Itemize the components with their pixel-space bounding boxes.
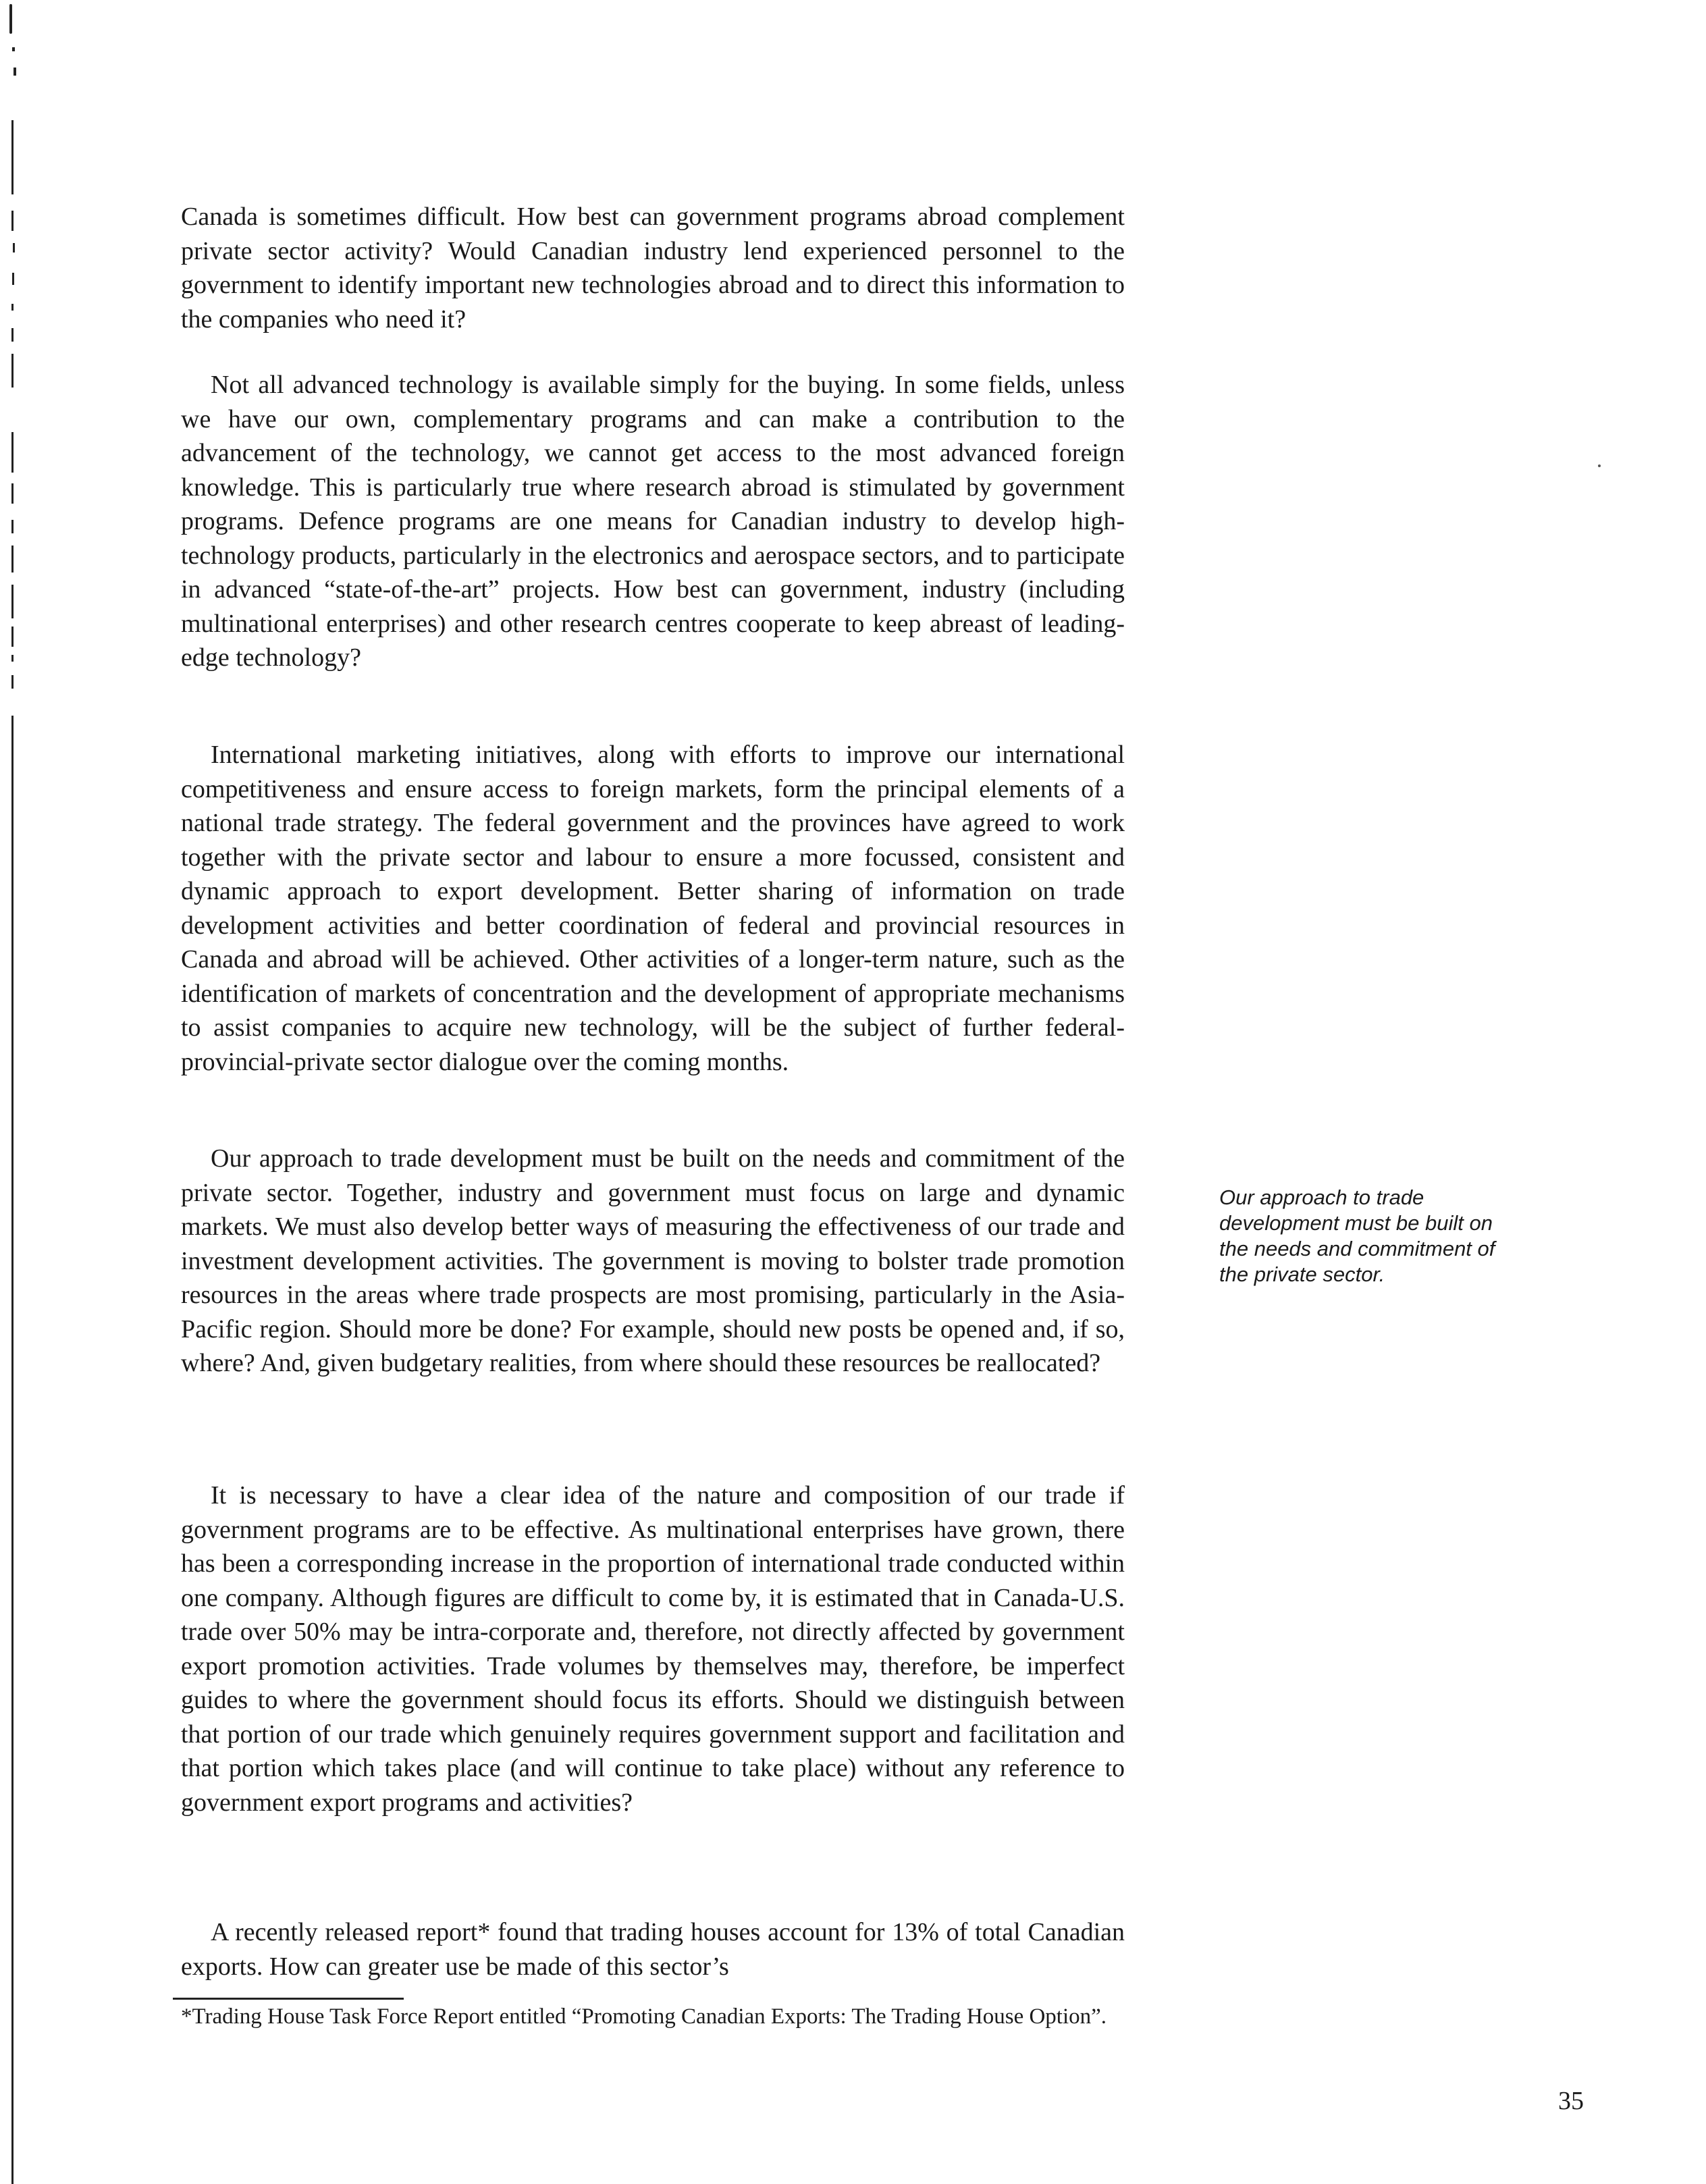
body-paragraph-3: International marketing initiatives, along with efforts to improve our international competitiveness and ensure access to foreign markets, form the principal elements of a national trade strategy. The federal government and the provinces have agreed to work together with the private sector and labour to ensure a more focussed, consistent and dynamic approach to export development. Better sharing of information on trade development activities and better coordination of federal and provincial resources in Canada and abroad will be achieved. Other activities of a longer-term nature, such as the identification of markets of concentration and the development of appropriate mechanisms to assist companies to acquire new technology, will be the subject of further federal-provincial-private sector dialogue over the coming months. [181, 741, 1125, 1076]
body-paragraph-6: A recently released report* found that trading houses account for 13% of total Canadian exports. How can greater use be made of this sector’s [181, 1918, 1125, 1981]
page-number: 35 [1558, 2087, 1584, 2115]
scan-speck [1598, 464, 1601, 467]
body-paragraph-4: Our approach to trade development must be built on the needs and commitment of the private sector. Together, industry and government must focus on large and dynamic markets. We must also develop better ways of measuring the effectiveness of our trade and investment development activities. The government is moving to bolster trade promotion resources in the areas where trade prospects are most promising, particularly in the Asia-Pacific region. Should more be done? For example, should new posts be opened and, if so, where? And, given budgetary realities, from where should these resources be reallocated? [181, 1144, 1125, 1377]
footnote: *Trading House Task Force Report entitled “Promoting Canadian Exports: The Trading House Option”. [181, 2004, 1107, 2029]
margin-note: Our approach to trade development must be built on the needs and commitment of the private sector. [1219, 1186, 1495, 1286]
body-paragraph-5: It is necessary to have a clear idea of the nature and composition of our trade if government programs are to be effective. As multinational enterprises have grown, there has been a corresponding increase in the proportion of international trade conducted within one company. Although figures are difficult to come by, it is estimated that in Canada-U.S. trade over 50% may be intra-corporate and, therefore, not directly affected by government export promotion activities. Trade volumes by themselves may, therefore, be imperfect guides to where the government should focus its efforts. Should we distinguish between that portion of our trade which genuinely requires government support and facilitation and that portion which takes place (and will continue to take place) without any reference to government export programs and activities? [181, 1481, 1125, 1817]
body-paragraph-1: Canada is sometimes difficult. How best can government programs abroad complement private sector activity? Would Canadian industry lend experienced personnel to the government to identify important new technologies abroad and to direct this information to the companies who need it? [181, 203, 1125, 334]
scan-edge-artifacts [0, 0, 27, 2184]
footnote-divider [173, 1998, 404, 2000]
body-paragraph-2: Not all advanced technology is available simply for the buying. In some fields, unless we have our own, complementary programs and can make a contribution to the advancement of the technology, we cannot get access to the most advanced foreign knowledge. This is particularly true where research abroad is stimulated by government programs. Defence programs are one means for Canadian industry to develop high-technology products, particularly in the electronics and aerospace sectors, and to participate in advanced “state-of-the-art” projects. How best can government, industry (including multinational enterprises) and other research centres cooperate to keep abreast of leading-edge technology? [181, 371, 1125, 672]
